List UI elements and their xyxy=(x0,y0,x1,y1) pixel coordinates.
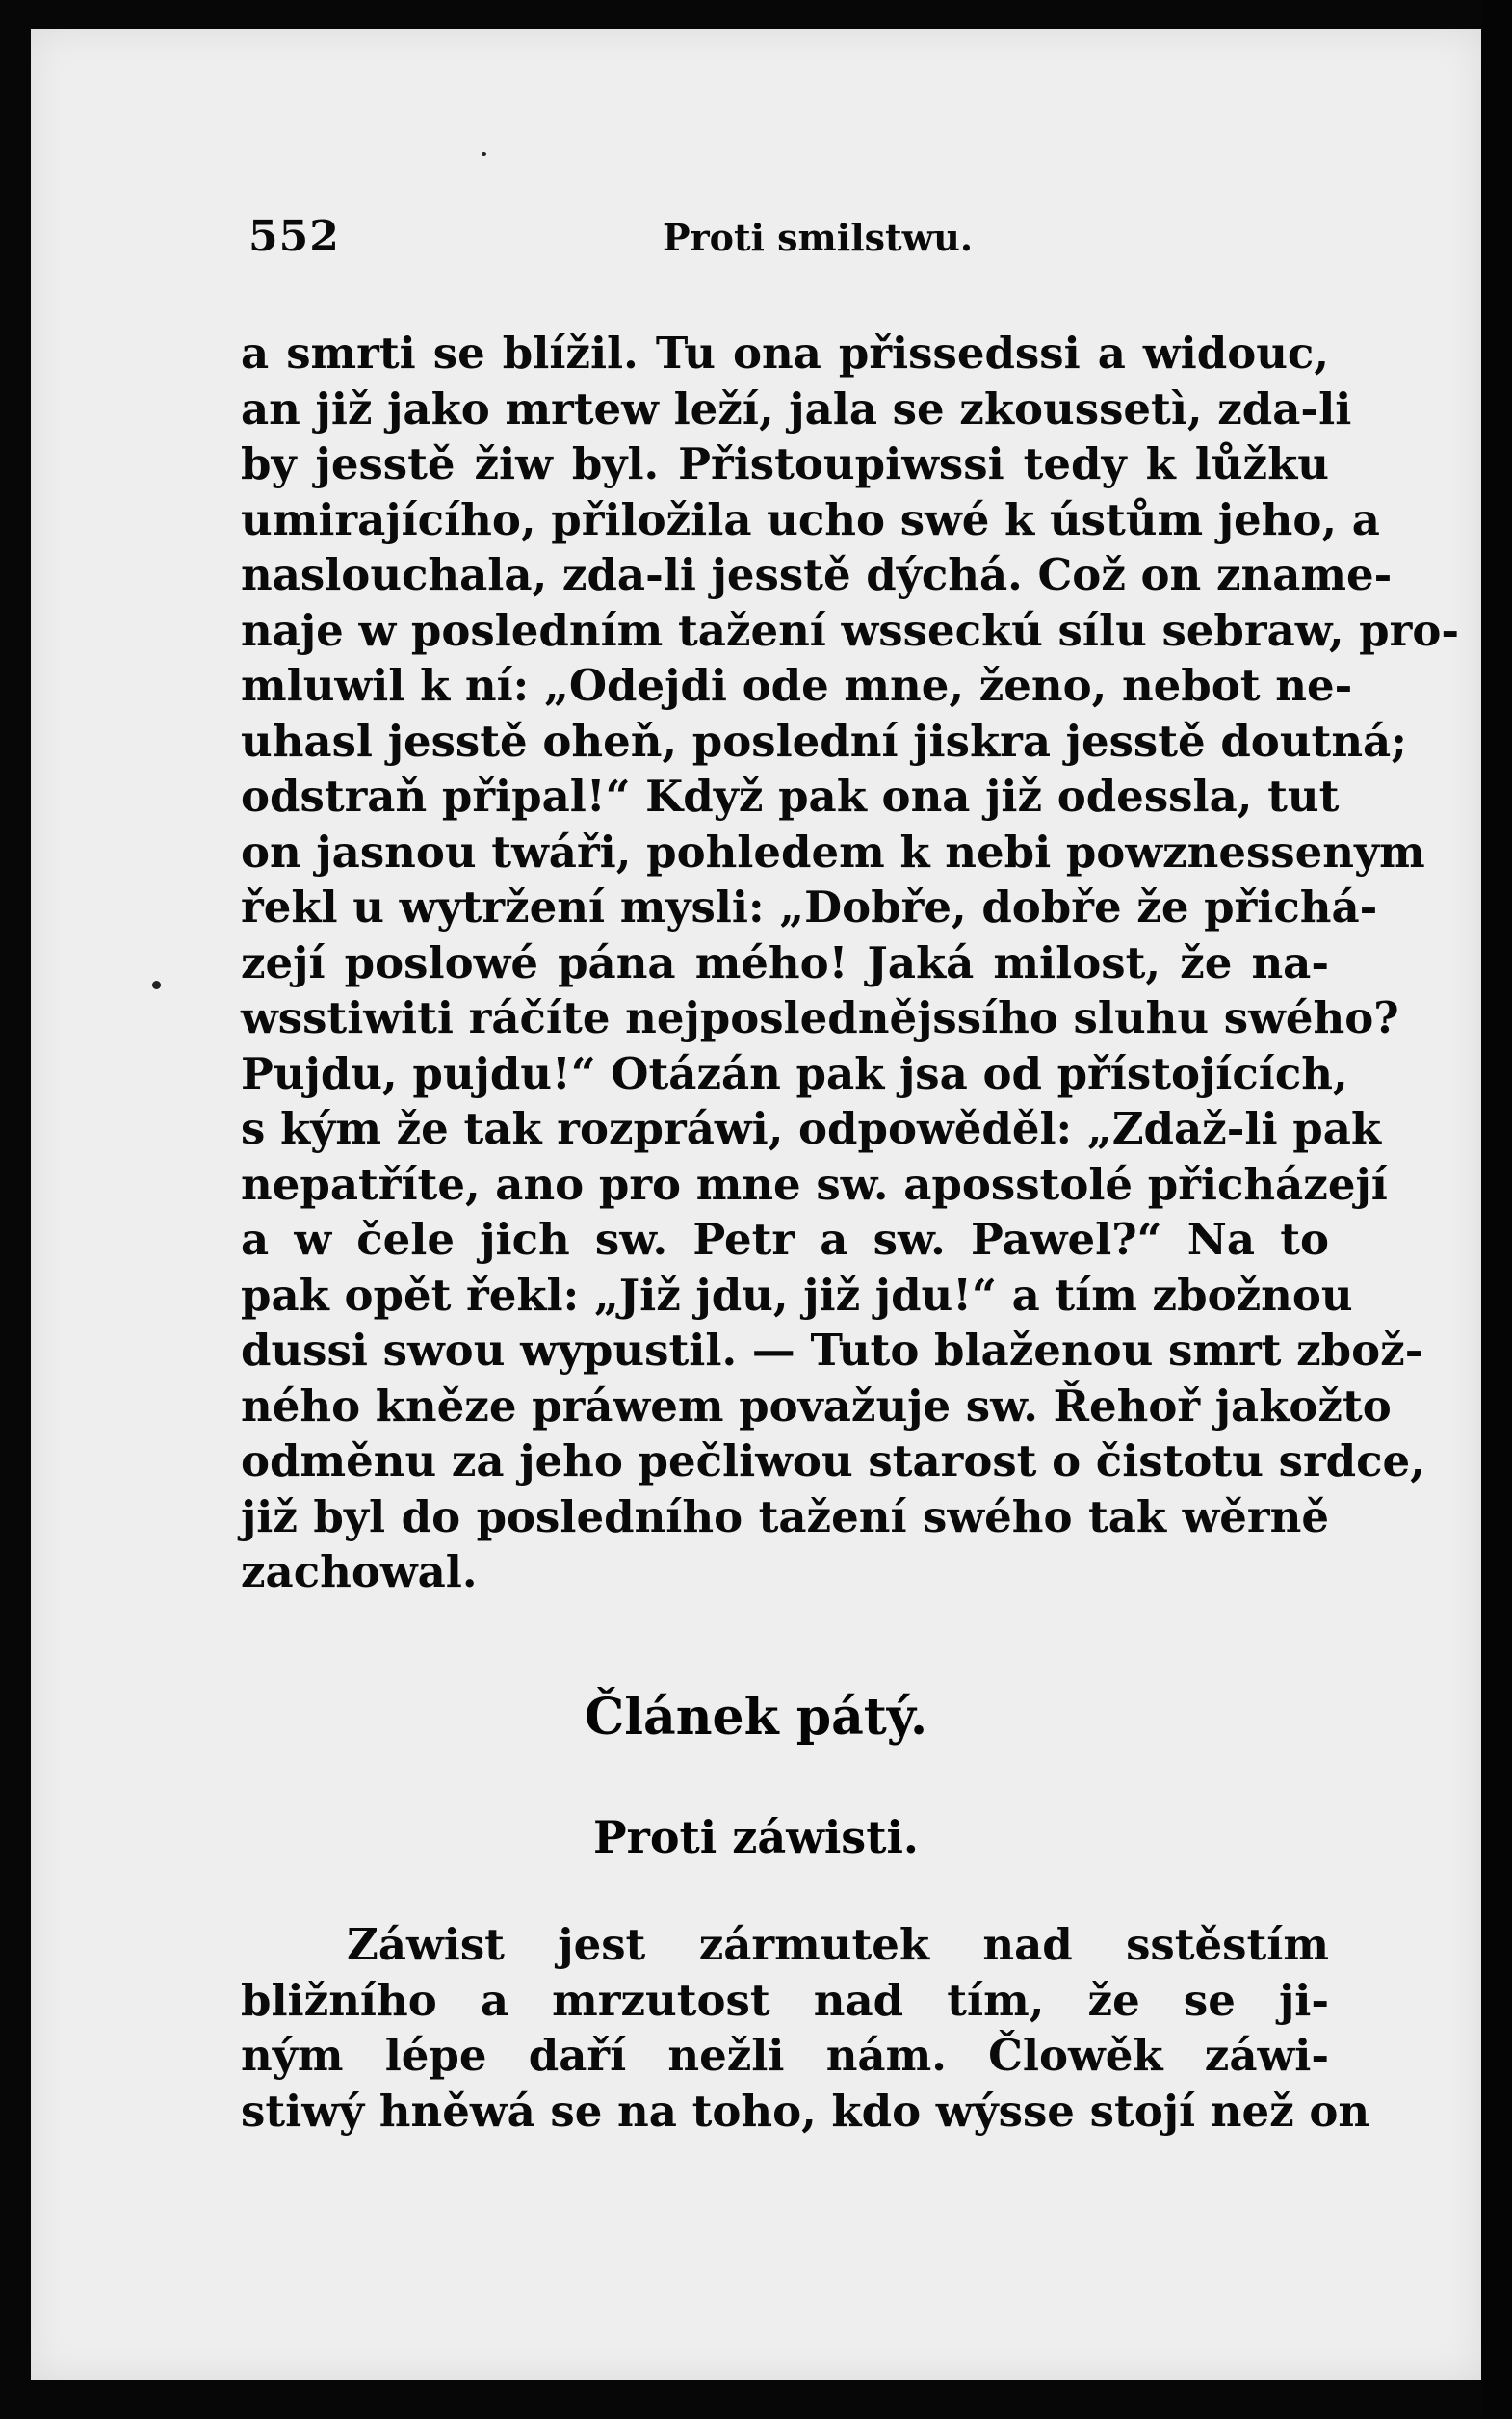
text-line: dussi swou wypustil. — Tuto blaženou smrt zbož- xyxy=(241,1325,1423,1376)
paragraph-2 xyxy=(241,1917,1370,2139)
text-line: an již jako mrtew leží, jala se zkoussetì, zda-li xyxy=(241,382,1352,434)
text-line: zachowal. xyxy=(241,1546,478,1597)
text-line: odstraň připal!“ Když pak ona již odessla, tut xyxy=(241,771,1340,822)
text-line: pak opět řekl: „Již jdu, již jdu!“ a tím zbožnou xyxy=(241,1269,1353,1321)
text-line: mluwil k ní: „Odejdi ode mne, ženo, nebot ne- xyxy=(241,660,1353,711)
scan-speck xyxy=(152,981,161,989)
text-line: nepatříte, ano pro mne sw. aposstolé přicházejí xyxy=(241,1158,1388,1210)
text-line: uhasl jesstě oheň, poslední jiskra jesstě doutná; xyxy=(241,715,1407,767)
text-line: ného kněze práwem považuje sw. Řehoř jakožto xyxy=(241,1380,1392,1432)
text-line: bližního a mrzutost nad tím, že se ji- xyxy=(241,1974,1329,2026)
section-subtitle: Proti záwisti. xyxy=(593,1811,919,1863)
text-line: wsstiwiti ráčíte nejposlednějssího sluhu swého? xyxy=(241,992,1399,1043)
text-line: odměnu za jeho pečliwou starost o čistotu srdce, xyxy=(241,1435,1425,1486)
text-line: zejí poslowé pána mého! Jaká milost, že na- xyxy=(241,936,1329,988)
text-line: umirajícího, přiložila ucho swé k ústům jeho, a xyxy=(241,493,1380,545)
text-line: on jasnou twáři, pohledem k nebi powznessenym xyxy=(241,826,1425,878)
text-line: s kým že tak rozpráwi, odpowěděl: „Zdaž-li pak xyxy=(241,1103,1382,1154)
page-header xyxy=(248,212,1327,270)
text-line: naje w posledním tažení wsseckú sílu sebraw, pro- xyxy=(241,604,1460,656)
text-line: řekl u wytržení mysli: „Dobře, dobře že přichá- xyxy=(241,881,1378,933)
paragraph-1 xyxy=(241,326,1460,1600)
text-line: ným lépe daří nežli nám. Člowěk záwi- xyxy=(241,2030,1329,2081)
running-head: Proti smilstwu. xyxy=(663,216,974,259)
text-line: již byl do posledního tažení swého tak wěrně xyxy=(241,1490,1329,1542)
text-line: by jesstě žiw byl. Přistoupiwssi tedy k lůžku xyxy=(241,438,1329,489)
text-line: Záwist jest zármutek nad sstěstím xyxy=(347,1919,1329,1970)
page-number: 552 xyxy=(248,212,340,261)
section-title: Článek pátý. xyxy=(584,1688,928,1747)
text-line: naslouchala, zda-li jesstě dýchá. Což on zname- xyxy=(241,549,1393,600)
text-line: a w čele jich sw. Petr a sw. Pawel?“ Na to xyxy=(241,1214,1329,1265)
scan-speck xyxy=(482,152,486,156)
text-line: a smrti se blížil. Tu ona přissedssi a widouc, xyxy=(241,328,1329,379)
text-line: stiwý hněwá se na toho, kdo wýsse stojí než on xyxy=(241,2085,1370,2137)
scan-edge xyxy=(1481,0,1512,2419)
text-line: Pujdu, pujdu!“ Otázán pak jsa od přístojících, xyxy=(241,1047,1348,1099)
